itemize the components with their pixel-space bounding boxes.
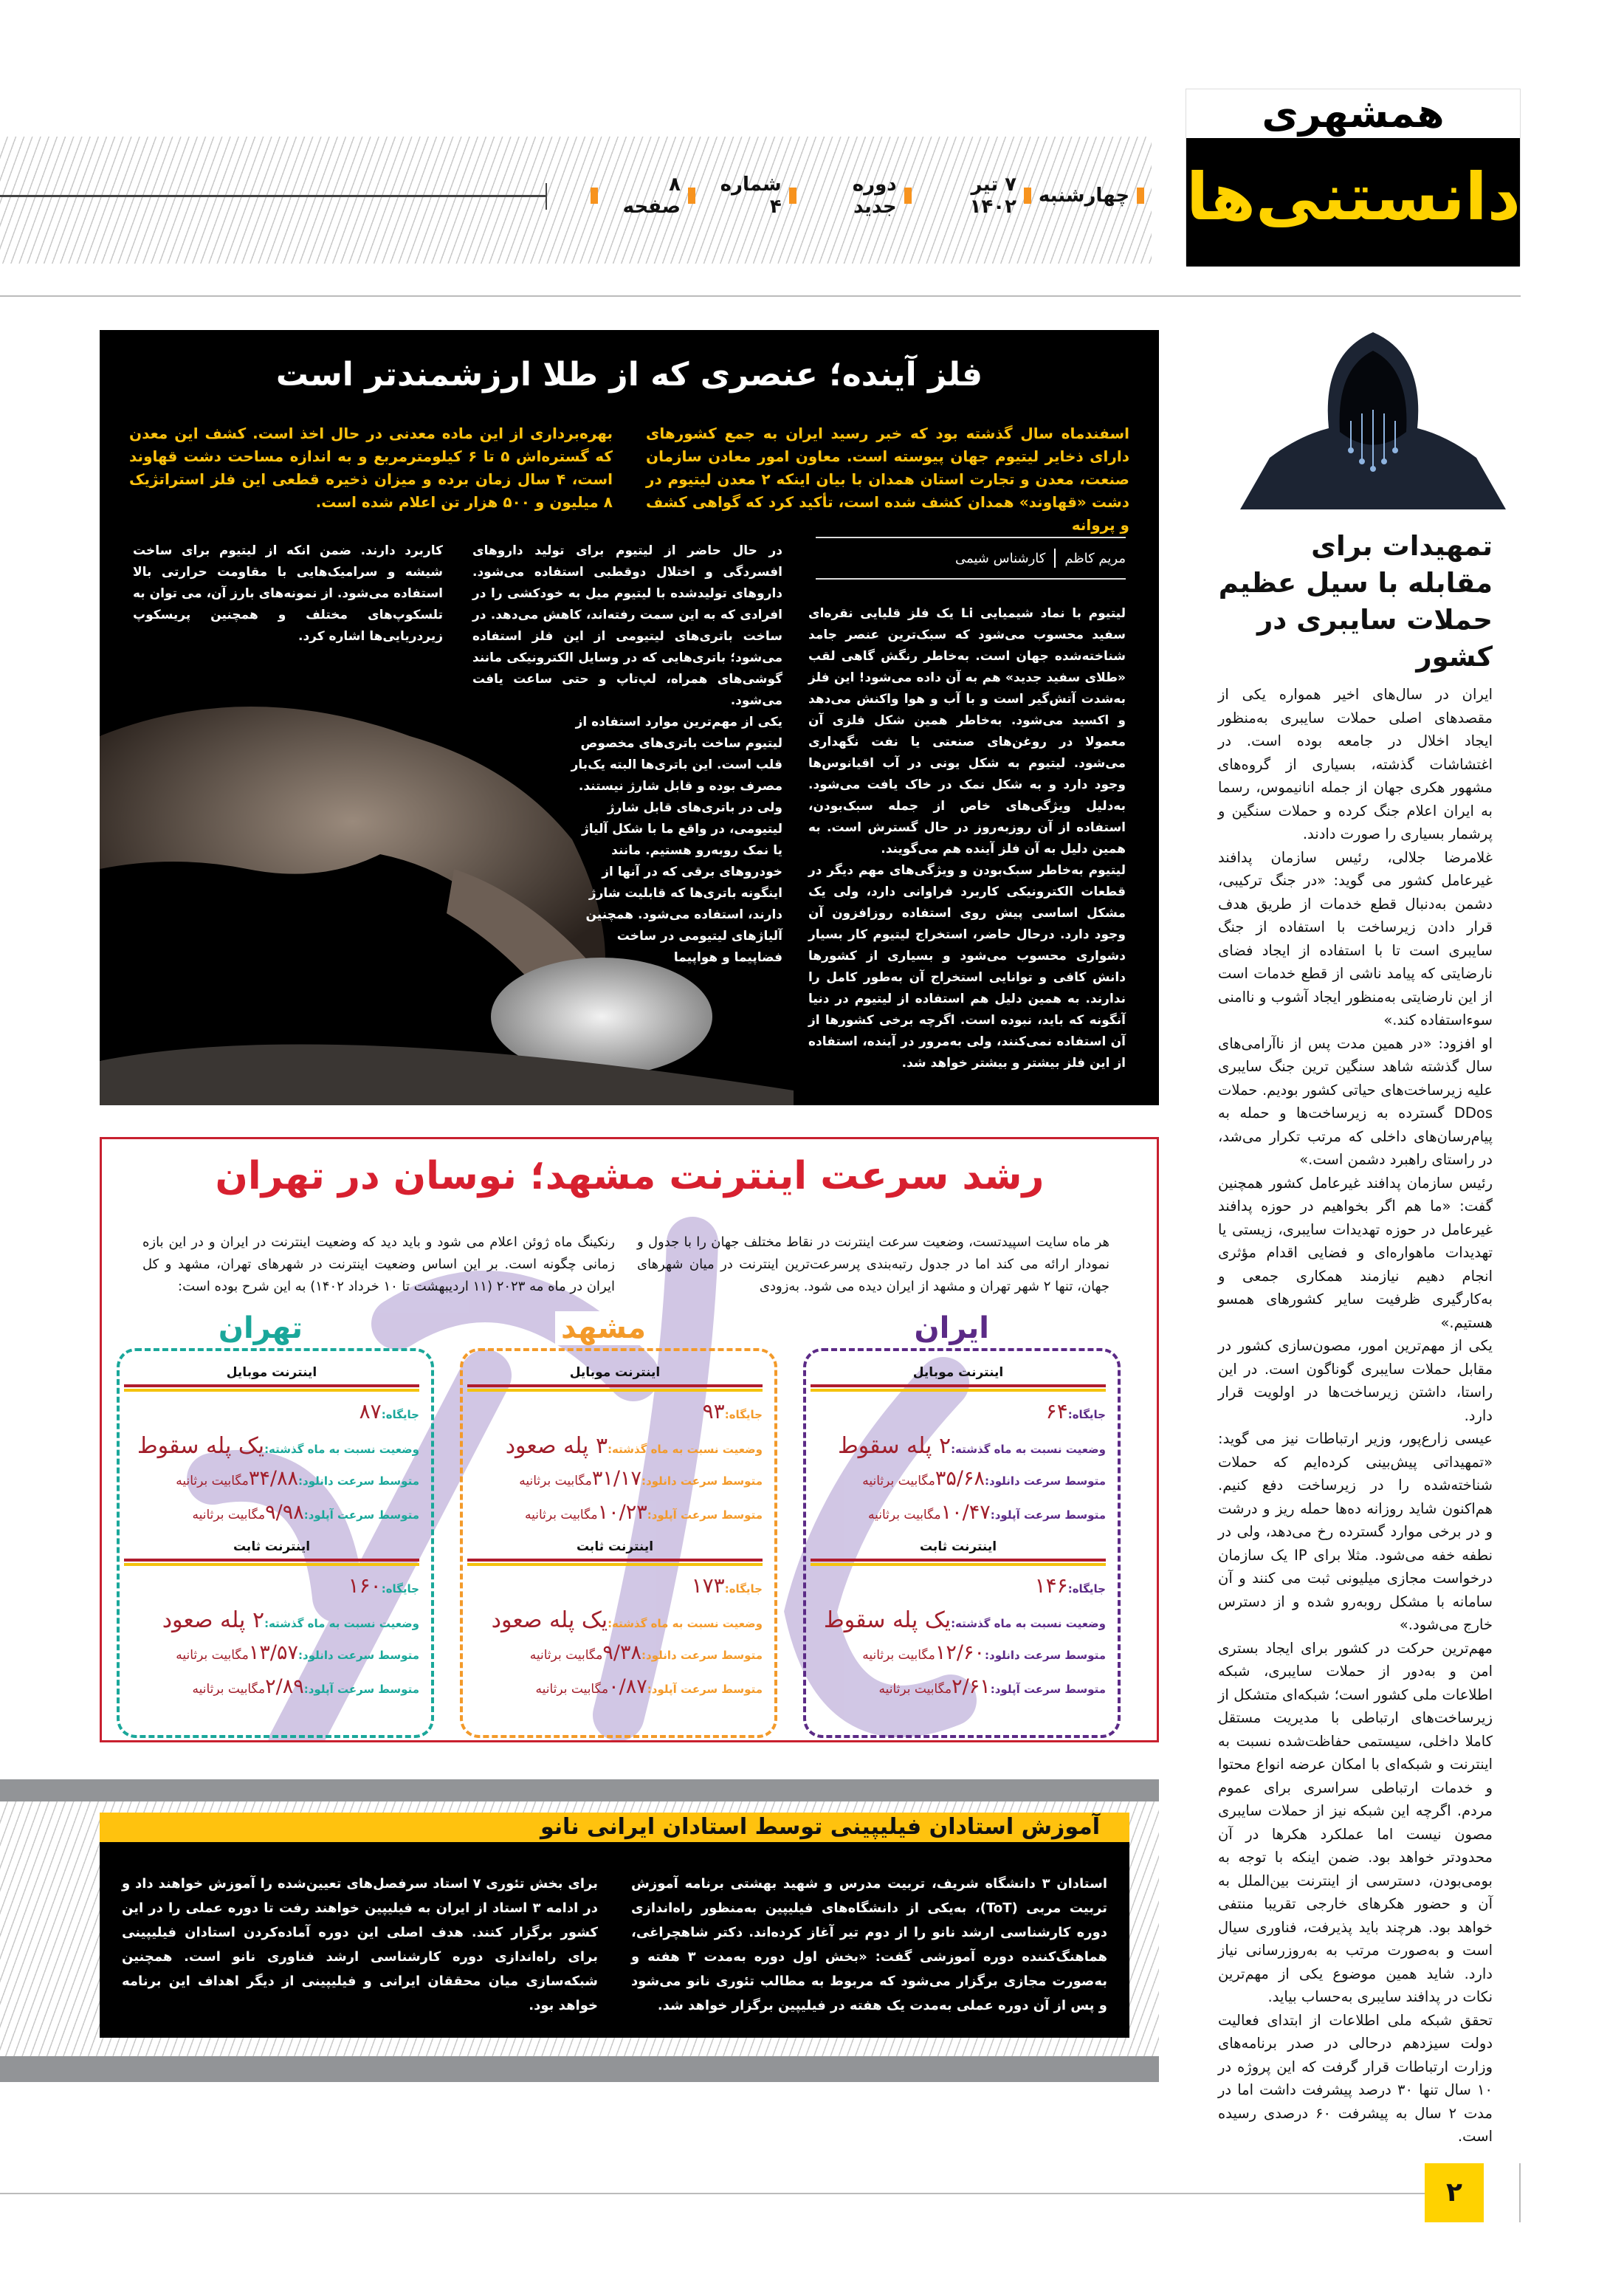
upload-label: متوسط سرعت آپلود: <box>990 1683 1106 1696</box>
rank-label: جایگاه: <box>724 1408 763 1421</box>
rank-row <box>467 1573 763 1607</box>
author-role: کارشناس شیمی <box>954 550 1046 566</box>
city-name: ایران <box>909 1311 995 1345</box>
status-label: وضعیت نسبت به ماه گذشته: <box>264 1617 419 1630</box>
footer-rule <box>0 2193 1425 2194</box>
status-row <box>124 1433 419 1467</box>
upload-label: متوسط سرعت آپلود: <box>647 1683 763 1696</box>
unit-label: مگابیت برثانیه <box>192 1682 266 1697</box>
logo-top: همشهری <box>1186 89 1520 138</box>
rank-row <box>811 1399 1106 1433</box>
lithium-box <box>100 330 1159 1105</box>
upload-row <box>467 1675 763 1709</box>
nano-title: آموزش استادان فیلیپینی توسط استادان ایرانی نانو <box>540 1814 1100 1840</box>
issue-number: شماره ۴ <box>720 174 782 218</box>
rank-value: ۱۶۰ <box>348 1573 382 1598</box>
internet-intro-left: رنکینگ ماه ژوئن اعلام می شود و باید دید که وضعیت اینترنت در ایران و در این بازه زمانی چگونه است. بر این اساس وضعیت اینترنت در شهرهای تهران، مشهد و کل ایران در ماه مه ۲۰۲۳ (۱۱ اردیبهشت تا ۱۰ خرداد ۱۴۰۲) به این شرح بوده است: <box>142 1234 615 1294</box>
upload-row <box>124 1501 419 1535</box>
download-value: ۹/۳۸ <box>602 1641 642 1664</box>
unit-label: مگابیت برثانیه <box>524 1508 598 1522</box>
nano-title-bar <box>100 1813 1129 1842</box>
status-label: وضعیت نسبت به ماه گذشته: <box>608 1443 763 1456</box>
status-row <box>811 1607 1106 1641</box>
upload-label: متوسط سرعت آپلود: <box>647 1508 763 1522</box>
rank-value: ۱۷۳ <box>691 1573 725 1598</box>
unit-label: مگابیت برثانیه <box>176 1648 249 1663</box>
author-name: مریم کاظم <box>1064 550 1126 566</box>
lithium-paragraph: لیتیوم به‌خاطر سبک‌بودن و ویژگی‌های مهم دیگر در قطعات الکترونیکی کاربرد فراوانی دارد، ولی یک مشکل اساسی پیش روی استفاده روزافزون آن وجود دارد. درحال حاضر، استخراج لیتیوم کار بسیار دشواری محسوب می‌شود و بسیاری از کشورها دانش کافی و توانایی استخراج آن به‌طور کامل را ندارند. به همین دلیل هم استفاده از لیتیوم در دنیا آنگونه که باید، نبوده است. اگرچه برخی کشورها از آن استفاده نمی‌کنند، ولی به‌مرور در آینده، استفاده از این فلز بیشتر و بیشتر خواهد شد. <box>808 863 1126 1071</box>
rank-row <box>124 1573 419 1607</box>
header-divider <box>0 295 1521 297</box>
rank-label: جایگاه: <box>381 1582 419 1595</box>
footer-tick <box>1519 2163 1521 2222</box>
download-row <box>467 1467 763 1501</box>
download-row <box>467 1641 763 1675</box>
status-row <box>467 1607 763 1641</box>
upload-value: ۲/۸۹ <box>265 1675 304 1698</box>
bullet-icon <box>1024 188 1031 204</box>
lithium-title: فلز آینده؛ عنصری که از طلا ارزشمندتر است <box>275 356 983 394</box>
cyber-paragraph: تحقق شبکه ملی اطلاعات از ابتدای فعالیت دولت سیزدهم درحالی در صدر برنامه‌های وزارت ارتباطات قرار گرفت که این پروژه در ۱۰ سال تنها ۳۰ درصد پیشرفت داشت اما در مدت ۲ سال به پیشرفت ۶۰ درصدی رسیده است. <box>1218 2011 1493 2145</box>
download-row <box>124 1641 419 1675</box>
section-heading: اینترنت موبایل <box>569 1365 661 1380</box>
status-value: ۲ پله سقوط <box>837 1433 952 1459</box>
status-label: وضعیت نسبت به ماه گذشته: <box>951 1443 1106 1456</box>
status-label: وضعیت نسبت به ماه گذشته: <box>264 1443 419 1456</box>
upload-value: ۰/۸۷ <box>608 1675 647 1698</box>
page-number <box>1425 2163 1484 2222</box>
rank-value: ۱۴۶ <box>1034 1573 1068 1598</box>
section-heading: اینترنت ثابت <box>233 1539 311 1554</box>
cyber-title: تمهیدات برای مقابله با سیل عظیم حملات سایبری در کشور <box>1218 530 1493 673</box>
section-heading: اینترنت موبایل <box>226 1365 317 1380</box>
city-panel <box>124 1311 434 1742</box>
internet-box <box>100 1137 1159 1742</box>
upload-row <box>811 1501 1106 1535</box>
status-value: ۳ پله صعود <box>505 1433 608 1459</box>
upload-value: ۲/۶۱ <box>952 1675 991 1698</box>
lithium-paragraph: لیتیوم با نماد شیمیایی Li یک فلز قلیایی نقره‌ای سفید محسوب می‌شود که سبک‌ترین عنصر جامد شناخته‌شده جهان است. به‌خاطر رنگش گاهی لقب «طلای سفید جدید» هم به آن داده می‌شود! این فلز به‌شدت آتش‌گیر است و با آب و هوا واکنش می‌دهد و اکسید می‌شود. به‌خاطر همین شکل فلزی آن معمولا در روغن‌های صنعتی یا نفت نگهداری می‌شود. لیتیوم به شکل یونی در آب اقیانوس‌ها وجود دارد و به شکل نمک در خاک یافت می‌شود. به‌دلیل ویژگی‌های خاص از جمله سبک‌بودن، استفاده از آن روزبه‌روز در حال گسترش است. به همین دلیل به آن فلز آینده هم می‌گویند. <box>808 606 1126 856</box>
download-value: ۱۲/۶۰ <box>935 1641 985 1664</box>
unit-label: مگابیت برثانیه <box>176 1474 249 1488</box>
unit-label: مگابیت برثانیه <box>867 1508 941 1522</box>
status-row <box>124 1607 419 1641</box>
download-value: ۳۴/۸۸ <box>248 1467 299 1490</box>
page-count: ۸ صفحه <box>622 174 681 218</box>
edition: دوره جدید <box>852 174 897 218</box>
unit-label: مگابیت برثانیه <box>878 1682 952 1697</box>
status-row <box>467 1433 763 1467</box>
download-value: ۱۳/۵۷ <box>248 1641 299 1664</box>
download-label: متوسط سرعت دانلود: <box>298 1649 419 1662</box>
section-heading: اینترنت موبایل <box>912 1365 1004 1380</box>
double-rule <box>124 1384 419 1392</box>
bullet-icon <box>904 188 912 204</box>
lithium-paragraph: در حال حاضر از لیتیوم برای تولید داروهای افسردگی و اختلال دوقطبی استفاده می‌شود. داروهای تولیدشده با لیتیوم میل به خودکشی را در افرادی که به این سمت رفته‌اند، کاهش می‌دهد. در ساخت باتری‌های لیتیومی از این فلز استفاده می‌شود؛ باتری‌هایی که در وسایل الکترونیکی مانند گوشی‌های همراه، لپ‌تاپ و حتی ساعت یافت می‌شود. <box>472 543 782 708</box>
nano-box <box>100 1842 1129 2038</box>
download-value: ۳۱/۱۷ <box>591 1467 642 1490</box>
download-label: متوسط سرعت دانلود: <box>985 1649 1106 1662</box>
upload-label: متوسط سرعت آپلود: <box>303 1508 419 1522</box>
logo <box>1186 89 1521 266</box>
download-row <box>124 1467 419 1501</box>
cyber-paragraph: ایران در سال‌های اخیر همواره یکی از مقصدهای اصلی حملات سایبری به‌منظور ایجاد اخلال در جامعه بوده است. در اغتشاشات گذشته، بسیاری از گروه‌های مشهور هکری جهان از جمله انانیموس، رسما به ایران اعلام جنگ کرده و حملات سنگین و پرشمار بسیاری را صورت دادند. <box>1218 686 1493 842</box>
upload-label: متوسط سرعت آپلود: <box>303 1683 419 1696</box>
download-row <box>811 1641 1106 1675</box>
bullet-icon <box>688 188 695 204</box>
rank-label: جایگاه: <box>724 1582 763 1595</box>
unit-label: مگابیت برثانیه <box>535 1682 609 1697</box>
download-label: متوسط سرعت دانلود: <box>298 1474 419 1488</box>
double-rule <box>811 1384 1106 1392</box>
unit-label: مگابیت برثانیه <box>862 1648 935 1663</box>
double-rule <box>811 1559 1106 1566</box>
upload-row <box>467 1501 763 1535</box>
bullet-icon <box>591 188 598 204</box>
double-rule <box>124 1559 419 1566</box>
double-rule <box>467 1559 763 1566</box>
unit-label: مگابیت برثانیه <box>192 1508 266 1522</box>
date: ۷ تیر ۱۴۰۲ <box>969 174 1017 218</box>
download-label: متوسط سرعت دانلود: <box>641 1649 763 1662</box>
status-label: وضعیت نسبت به ماه گذشته: <box>951 1617 1106 1630</box>
rank-row <box>124 1399 419 1433</box>
upload-row <box>124 1675 419 1709</box>
status-row <box>811 1433 1106 1467</box>
cyber-paragraph: او افزود: «در همین مدت پس از ناآرامی‌های سال گذشته شاهد سنگین ترین جنگ سایبری علیه زیرساخت‌های حیاتی کشور بودیم. حملات DDos گسترده به زیرساخت‌ها و حمله به پیام‌رسان‌های داخلی که مرتب تکرار می‌شد، در راستای راهبرد دشمن است.» <box>1218 1034 1493 1168</box>
city-panel <box>811 1311 1121 1742</box>
upload-value: ۱۰/۴۷ <box>940 1501 991 1524</box>
hacker-image <box>1225 310 1521 509</box>
lithium-lead-right: اسفندماه سال گذشته بود که خبر رسید ایران به جمع کشورهای دارای ذخایر لیتیوم جهان پیوسته است. معاون امور معادن سازمان صنعت، معدن و تجارت استان همدان با بیان اینکه ۲ معدن لیتیوم در دشت «قهاوند» همدان کشف شده است، تأکید کرد که گواهی کشف و پروانه <box>646 425 1129 534</box>
download-label: متوسط سرعت دانلود: <box>641 1474 763 1488</box>
header-rule <box>0 195 546 197</box>
status-value: یک پله سقوط <box>823 1607 952 1633</box>
upload-value: ۹/۹۸ <box>265 1501 304 1524</box>
internet-title: رشد سرعت اینترنت مشهد؛ نوسان در تهران <box>215 1154 1045 1198</box>
section-heading: اینترنت ثابت <box>919 1539 997 1554</box>
download-value: ۳۵/۶۸ <box>935 1467 985 1490</box>
status-value: یک پله صعود <box>491 1607 608 1633</box>
cyber-paragraph: رئیس سازمان پدافند غیرعامل کشور همچنین گفت: «ما هم اگر بخواهیم در حوزه پدافند غیرعامل در حوزه تهدیدات سایبری، زیستی یا تهدیدات ماهواره‌ای و فضایی اقدام مؤثری انجام دهیم نیازمند همکاری جمعی و به‌کارگیری ظرفیت سایر کشورهای همسو هستیم.» <box>1218 1174 1493 1331</box>
gray-band <box>0 2056 1159 2082</box>
internet-intro-right: هر ماه سایت اسپیدتست، وضعیت سرعت اینترنت در نقاط مختلف جهان را با جدول و نمودار ارائه می کند اما در جدول رتبه‌بندی پرسرعت‌ترین اینترنت در میان شهرهای جهان، تنها ۲ شهر تهران و مشهد از ایران دیده می شود. به‌زودی <box>637 1234 1109 1294</box>
lithium-col2 <box>472 540 782 969</box>
bullet-icon <box>789 188 796 204</box>
lithium-col1 <box>808 603 1126 1074</box>
rank-row <box>811 1573 1106 1607</box>
cyber-paragraph: یکی از مهم‌ترین امور، مصون‌سازی کشور در مقابل حملات سایبری گوناگون است. در این راستا، داشتن زیرساخت‌ها در اولویت قرار دارد. <box>1218 1337 1493 1424</box>
gray-band <box>0 1779 1159 1801</box>
unit-label: مگابیت برثانیه <box>529 1648 603 1663</box>
rank-value: ۶۴ <box>1045 1399 1068 1423</box>
lithium-lead-left: بهره‌برداری از این ماده معدنی در حال اخذ است. کشف این معدن که گستره‌اش ۵ تا ۶ کیلومترمربع و به اندازه مساحت دشت قهاوند است، ۴ سال زمان برده و میزان ذخیره قطعی این فلز استراتژیک ۸ میلیون و ۵۰۰ هزار تن اعلام شده است. <box>129 425 613 511</box>
page-number-text: ۲ <box>1446 2177 1462 2208</box>
logo-main: دانستنی‌ها <box>1186 138 1520 267</box>
section-heading: اینترنت ثابت <box>576 1539 654 1554</box>
double-rule <box>467 1384 763 1392</box>
rank-row <box>467 1399 763 1433</box>
download-row <box>811 1467 1106 1501</box>
weekday: چهارشنبه <box>1038 185 1130 207</box>
status-value: یک پله سقوط <box>137 1433 265 1459</box>
byline <box>816 537 1126 580</box>
rank-value: ۹۳ <box>702 1399 725 1423</box>
city-name: تهران <box>213 1311 309 1345</box>
upload-label: متوسط سرعت آپلود: <box>990 1508 1106 1522</box>
bullet-icon <box>1137 188 1144 204</box>
upload-value: ۱۰/۲۳ <box>597 1501 647 1524</box>
status-label: وضعیت نسبت به ماه گذشته: <box>608 1617 763 1630</box>
nano-col-right: استادان ۳ دانشگاه شریف، تربیت مدرس و شهید بهشتی برنامه آموزش تربیت مربی (ToT)، به‌یکی از دانشگاه‌های فیلیپین به‌منظور راه‌اندازی دوره کارشناسی ارشد نانو را از دوم تیر آغاز کرده‌اند. دکتر شاهچراغی، هماهنگ‌کننده دوره آموزشی گفت: «بخش اول دوره به‌مدت ۳ هفته و به‌صورت مجازی برگزار می‌شود که مربوط به مطالب تئوری نانو می‌شود و پس از آن دوره عملی به‌مدت یک هفته در فیلیپین برگزار خواهد شد. <box>631 1876 1108 2013</box>
header-tick <box>546 183 547 210</box>
unit-label: مگابیت برثانیه <box>862 1474 935 1488</box>
lithium-paragraph: یکی از مهم‌ترین موارد استفاده از لیتیوم ساخت باتری‌های مخصوص قلب است. این باتری‌ها البته یک‌بار مصرف بوده و قابل شارژ نیستند. ولی در باتری‌های قابل شارژ لیتیومی، در واقع ما با شکل آلیاژ یا نمک روبه‌رو هستیم. مانند خودروهای برقی که در آنها از اینگونه باتری‌ها که قابلیت شارژ دارند، استفاده می‌شود. همچنین آلیاژهای لیتیومی در ساخت فضاپیما و هواپیما <box>571 715 782 965</box>
dateline <box>591 174 1144 218</box>
rank-value: ۸۷ <box>359 1399 382 1423</box>
byline-separator <box>1054 549 1056 568</box>
upload-row <box>811 1675 1106 1709</box>
nano-col-left: برای بخش تئوری ۷ استاد سرفصل‌های تعیین‌شده را آموزش خواهند داد و در ادامه ۳ استاد از ایران به فیلیپین خواهند رفت تا دوره عملی را در این کشور برگزار کنند. هدف اصلی این دوره آماده‌کردن استادان فیلیپینی برای راه‌اندازی دوره کارشناسی ارشد فناوری نانو است. همچنین شبکه‌سازی میان محققان ایرانی و فیلیپینی از دیگر اهداف این برنامه خواهد بود. <box>122 1876 598 2013</box>
rank-label: جایگاه: <box>1067 1408 1106 1421</box>
unit-label: مگابیت برثانیه <box>519 1474 592 1488</box>
rank-label: جایگاه: <box>381 1408 419 1421</box>
status-value: ۲ پله صعود <box>162 1607 265 1633</box>
rank-label: جایگاه: <box>1067 1582 1106 1595</box>
download-label: متوسط سرعت دانلود: <box>985 1474 1106 1488</box>
cyber-paragraph: مهم‌ترین حرکت در کشور برای ایجاد بستری امن و به‌دور از حملات سایبری، شبکه اطلاعات ملی کشور است؛ شبکه‌ای متشکل از زیرساخت‌های ارتباطی با مدیریت مستقل کاملا داخلی، سیستمی حفاظت‌شده نسبت به اینترنت و شبکه‌ای با امکان عرضه انواع محتوا و خدمات ارتباطی سراسری برای عموم مردم. اگرچه این شبکه نیز از حملات سایبری مصون نیست اما عملکرد هکرها در آن محدودتر خواهد بود. ضمن اینکه با توجه به بومی‌بودن، دسترسی از اینترنت بین‌الملل به آن و حضور هکرهای خارجی تقریبا منتفی خواهد بود. هرچند باید پذیرفت، فناوری سیال است و به‌صورت مرتب به به‌روزرسانی نیاز دارد. شاید همین موضوع یکی از مهم‌ترین نکات در پدافند سایبری به‌حساب بیاید. <box>1218 1639 1493 2005</box>
city-name: مشهد <box>555 1311 652 1345</box>
city-panel <box>467 1311 777 1742</box>
lithium-col3: کاربرد دارند. ضمن انکه از لیتیوم برای ساخت شیشه و سرامیک‌هایی با مقاومت حرارتی بالا استفاده می‌شود. از نمونه‌های بارز آن، می توان به تلسکوپ‌های مختلف و همچنین پریسکوپ زیردریایی‌ها اشاره کرد. <box>133 543 443 644</box>
cyber-article <box>1218 528 1493 2148</box>
cyber-paragraph: غلامرضا جلالی، رئیس سازمان پدافند غیرعامل کشور می گوید: «در جنگ ترکیبی، دشمن به‌دنبال قطع خدمات از طریق هدف قرار دادن زیرساخت با استفاده از جنگ سایبری است تا با استفاده از ایجاد فضای نارضایتی که پیامد ناشی از قطع خدمات است از این نارضایتی به‌منظور ایجاد آشوب و ناامنی سوءاستفاده کند.» <box>1218 848 1493 1028</box>
cyber-paragraph: عیسی زارع‌پور، وزیر ارتباطات نیز می گوید: «تمهیداتی پیش‌بینی کرده‌ایم که حملات شناخته‌شده را در زیرساخت دفع کنیم. هم‌اکنون شاید روزانه ده‌ها حمله ریز و درشت و در برخی موارد گسترده رخ می‌دهد، ولی در نطفه خفه می‌شود. مثلا برای IP یک سازمان درخواست مجازی میلیونی ثبت می کنند و آن سامانه با مشکل روبه‌رو شده و از دسترس خارج می‌شود.» <box>1218 1430 1493 1633</box>
